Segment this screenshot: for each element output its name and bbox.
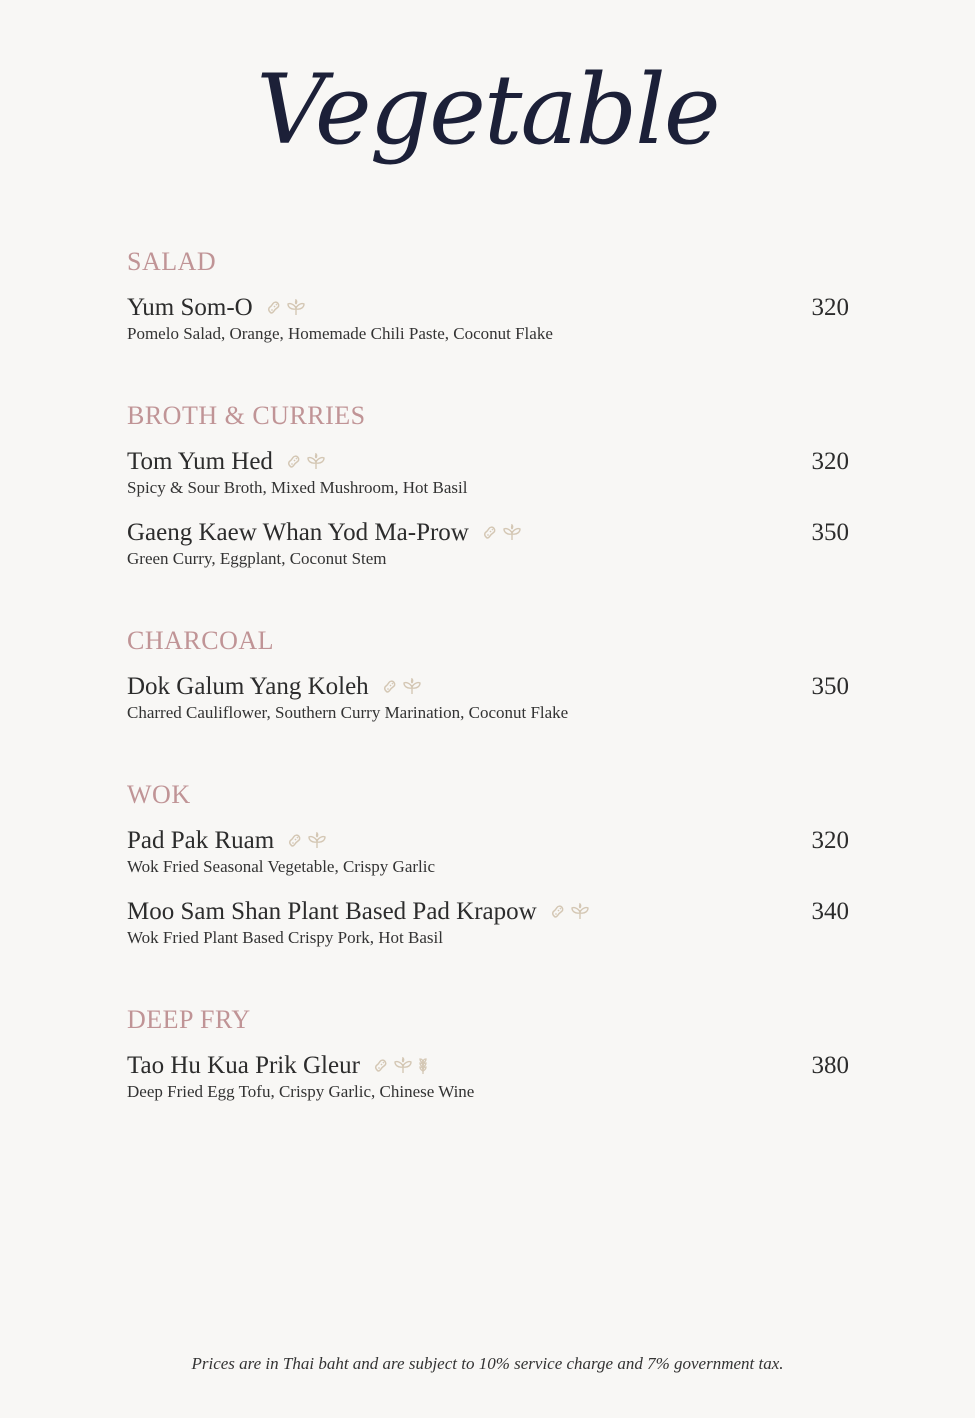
diet-icons — [481, 524, 522, 542]
vegetarian-leaf-icon — [502, 524, 522, 542]
item-price: 350 — [811, 519, 849, 546]
price-note: Prices are in Thai baht and are subject to 10% service charge and 7% government tax. — [191, 1354, 784, 1373]
section-broth-curries — [127, 403, 849, 591]
item-description: Charred Cauliflower, Southern Curry Marination, Coconut Flake — [127, 703, 569, 722]
item-description: Pomelo Salad, Orange, Homemade Chili Paste, Coconut Flake — [127, 324, 553, 343]
section-title: SALAD — [127, 247, 217, 276]
item-description: Spicy & Sour Broth, Mixed Mushroom, Hot Basil — [127, 478, 468, 497]
diet-icons — [381, 678, 422, 696]
item-name: Pad Pak Ruam — [127, 827, 275, 854]
peanut-icon — [549, 903, 567, 921]
section-title: CHARCOAL — [127, 626, 275, 655]
item-price: 340 — [811, 898, 849, 925]
peanut-icon — [285, 453, 303, 471]
section-charcoal — [127, 628, 849, 745]
peanut-icon — [265, 299, 283, 317]
vegetarian-leaf-icon — [306, 453, 326, 471]
section-title: WOK — [127, 780, 191, 809]
item-price: 320 — [811, 448, 849, 475]
item-description: Wok Fried Seasonal Vegetable, Crispy Garlic — [127, 857, 436, 876]
vegetarian-leaf-icon — [393, 1057, 413, 1075]
diet-icons — [285, 453, 326, 471]
wheat-icon — [416, 1057, 430, 1075]
section-title: DEEP FRY — [127, 1005, 251, 1034]
vegetarian-leaf-icon — [402, 678, 422, 696]
menu-item — [127, 449, 849, 520]
menu-item — [127, 828, 849, 899]
item-name: Yum Som-O — [127, 294, 253, 321]
item-price: 320 — [811, 827, 849, 854]
vegetarian-leaf-icon — [570, 903, 590, 921]
item-name: Tom Yum Hed — [127, 448, 273, 475]
peanut-icon — [286, 832, 304, 850]
item-description: Green Curry, Eggplant, Coconut Stem — [127, 549, 387, 568]
peanut-icon — [372, 1057, 390, 1075]
menu-item — [127, 1053, 849, 1124]
diet-icons — [265, 299, 306, 317]
item-name: Dok Galum Yang Koleh — [127, 673, 369, 700]
item-price: 380 — [811, 1052, 849, 1079]
item-name: Moo Sam Shan Plant Based Pad Krapow — [127, 898, 537, 925]
vegetarian-leaf-icon — [307, 832, 327, 850]
diet-icons — [549, 903, 590, 921]
section-deep-fry — [127, 1007, 849, 1124]
menu-item — [127, 674, 849, 745]
section-salad — [127, 249, 849, 366]
section-wok — [127, 782, 849, 970]
menu-item — [127, 899, 849, 970]
vegetarian-leaf-icon — [286, 299, 306, 317]
peanut-icon — [381, 678, 399, 696]
item-name: Tao Hu Kua Prik Gleur — [127, 1052, 360, 1079]
peanut-icon — [481, 524, 499, 542]
menu-item — [127, 295, 849, 366]
item-description: Deep Fried Egg Tofu, Crispy Garlic, Chinese Wine — [127, 1082, 475, 1101]
item-price: 320 — [811, 294, 849, 321]
item-description: Wok Fried Plant Based Crispy Pork, Hot Basil — [127, 928, 443, 947]
item-price: 350 — [811, 673, 849, 700]
diet-icons — [286, 832, 327, 850]
diet-icons — [372, 1057, 430, 1075]
item-name: Gaeng Kaew Whan Yod Ma-Prow — [127, 519, 469, 546]
section-title: BROTH & CURRIES — [127, 401, 366, 430]
page-title: Vegetable — [256, 54, 719, 166]
menu-item — [127, 520, 849, 591]
